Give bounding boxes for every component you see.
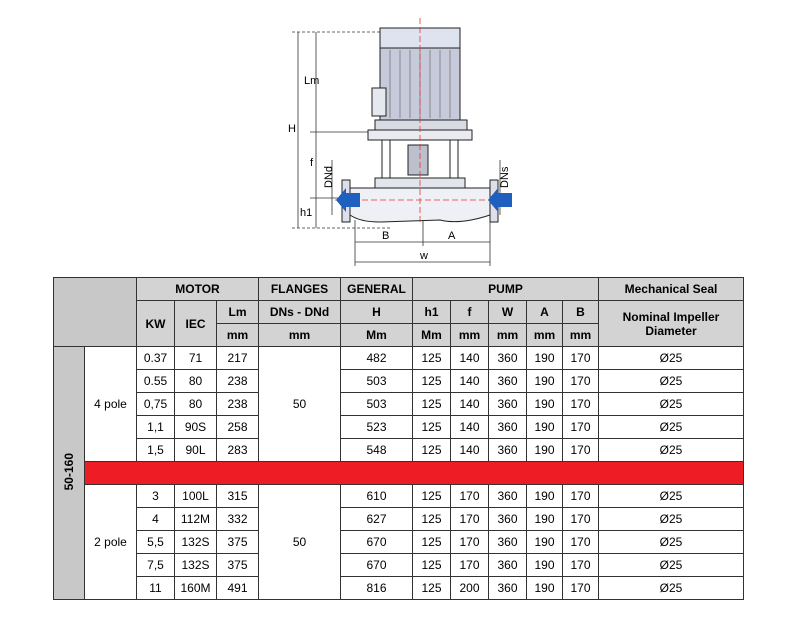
cell-b: 170 — [563, 347, 599, 370]
cell-iec: 71 — [175, 347, 217, 370]
subheader-h: H — [341, 301, 413, 324]
cell-a: 190 — [527, 554, 563, 577]
cell-seal: Ø25 — [599, 370, 744, 393]
unit-flange: mm — [259, 324, 341, 347]
subheader-lm: Lm — [217, 301, 259, 324]
cell-w: 360 — [489, 531, 527, 554]
cell-iec: 132S — [175, 554, 217, 577]
cell-lm: 491 — [217, 577, 259, 600]
cell-seal: Ø25 — [599, 485, 744, 508]
cell-lm: 375 — [217, 554, 259, 577]
cell-kw: 0.55 — [137, 370, 175, 393]
cell-f: 200 — [451, 577, 489, 600]
cell-kw: 4 — [137, 508, 175, 531]
cell-b: 170 — [563, 393, 599, 416]
cell-h1: 125 — [413, 370, 451, 393]
cell-h1: 125 — [413, 485, 451, 508]
cell-seal: Ø25 — [599, 393, 744, 416]
cell-f: 140 — [451, 347, 489, 370]
cell-w: 360 — [489, 347, 527, 370]
cell-lm: 332 — [217, 508, 259, 531]
header-seal: Mechanical Seal — [599, 278, 744, 301]
cell-h: 548 — [341, 439, 413, 462]
cell-h1: 125 — [413, 347, 451, 370]
cell-f: 170 — [451, 531, 489, 554]
cell-a: 190 — [527, 393, 563, 416]
subheader-kw: KW — [137, 301, 175, 347]
cell-h1: 125 — [413, 577, 451, 600]
separator-cell — [85, 462, 744, 485]
cell-h: 610 — [341, 485, 413, 508]
cell-b: 170 — [563, 370, 599, 393]
subheader-a: A — [527, 301, 563, 324]
unit-lm: mm — [217, 324, 259, 347]
cell-kw: 3 — [137, 485, 175, 508]
cell-lm: 375 — [217, 531, 259, 554]
cell-seal: Ø25 — [599, 554, 744, 577]
label-w: w — [420, 250, 428, 262]
cell-iec: 100L — [175, 485, 217, 508]
cell-kw: 0.37 — [137, 347, 175, 370]
table-row — [54, 370, 744, 393]
cell-h: 503 — [341, 393, 413, 416]
table-row — [54, 508, 744, 531]
separator-row — [54, 462, 744, 485]
cell-kw: 5,5 — [137, 531, 175, 554]
cell-h: 503 — [341, 370, 413, 393]
unit-h1: Mm — [413, 324, 451, 347]
table-row — [54, 485, 744, 508]
cell-f: 170 — [451, 485, 489, 508]
subheader-seal: Nominal Impeller Diameter — [599, 301, 744, 347]
cell-lm: 283 — [217, 439, 259, 462]
cell-w: 360 — [489, 554, 527, 577]
cell-flange: 50 — [259, 347, 341, 462]
cell-lm: 238 — [217, 370, 259, 393]
cell-h1: 125 — [413, 508, 451, 531]
subheader-w: W — [489, 301, 527, 324]
cell-a: 190 — [527, 531, 563, 554]
header-general: GENERAL — [341, 278, 413, 301]
cell-seal: Ø25 — [599, 439, 744, 462]
pump-spec-table — [53, 277, 744, 600]
cell-f: 170 — [451, 508, 489, 531]
cell-h: 523 — [341, 416, 413, 439]
cell-kw: 7,5 — [137, 554, 175, 577]
cell-h: 670 — [341, 531, 413, 554]
subheader-iec: IEC — [175, 301, 217, 347]
label-dnd: DNd — [323, 165, 335, 188]
cell-f: 170 — [451, 554, 489, 577]
cell-b: 170 — [563, 439, 599, 462]
table-corner — [54, 278, 137, 347]
cell-h1: 125 — [413, 439, 451, 462]
cell-w: 360 — [489, 577, 527, 600]
cell-iec: 90S — [175, 416, 217, 439]
subheader-dns-dnd: DNs - DNd — [259, 301, 341, 324]
unit-a: mm — [527, 324, 563, 347]
subheader-f: f — [451, 301, 489, 324]
cell-seal: Ø25 — [599, 347, 744, 370]
model-cell — [54, 347, 85, 600]
table-row — [54, 347, 744, 370]
cell-seal: Ø25 — [599, 416, 744, 439]
cell-w: 360 — [489, 416, 527, 439]
cell-seal: Ø25 — [599, 531, 744, 554]
label-f: f — [310, 157, 314, 169]
pump-technical-drawing — [280, 10, 540, 270]
cell-w: 360 — [489, 370, 527, 393]
pole-cell: 2 pole — [85, 485, 137, 600]
pole-cell: 4 pole — [85, 347, 137, 462]
table-body — [54, 347, 744, 600]
model-label: 50-160 — [62, 452, 76, 491]
cell-a: 190 — [527, 370, 563, 393]
table-row — [54, 554, 744, 577]
cell-a: 190 — [527, 485, 563, 508]
cell-iec: 90L — [175, 439, 217, 462]
cell-seal: Ø25 — [599, 577, 744, 600]
cell-w: 360 — [489, 439, 527, 462]
cell-b: 170 — [563, 485, 599, 508]
cell-lm: 315 — [217, 485, 259, 508]
cell-kw: 1,1 — [137, 416, 175, 439]
table-row — [54, 416, 744, 439]
label-dns: DNs — [499, 166, 511, 188]
cell-h: 816 — [341, 577, 413, 600]
cell-iec: 80 — [175, 393, 217, 416]
cell-f: 140 — [451, 393, 489, 416]
header-motor: MOTOR — [137, 278, 259, 301]
cell-h1: 125 — [413, 416, 451, 439]
unit-w: mm — [489, 324, 527, 347]
label-h: H — [288, 123, 296, 135]
cell-h: 627 — [341, 508, 413, 531]
table-row — [54, 577, 744, 600]
unit-h: Mm — [341, 324, 413, 347]
label-b: B — [382, 230, 390, 242]
cell-lm: 258 — [217, 416, 259, 439]
unit-f: mm — [451, 324, 489, 347]
label-h1: h1 — [300, 207, 313, 219]
cell-iec: 160M — [175, 577, 217, 600]
cell-b: 170 — [563, 416, 599, 439]
cell-h: 670 — [341, 554, 413, 577]
table-row — [54, 531, 744, 554]
cell-h: 482 — [341, 347, 413, 370]
cell-a: 190 — [527, 416, 563, 439]
table-row — [54, 439, 744, 462]
cell-seal: Ø25 — [599, 508, 744, 531]
cell-iec: 132S — [175, 531, 217, 554]
header-flanges: FLANGES — [259, 278, 341, 301]
cell-kw: 1,5 — [137, 439, 175, 462]
cell-iec: 112M — [175, 508, 217, 531]
cell-h1: 125 — [413, 393, 451, 416]
cell-w: 360 — [489, 508, 527, 531]
cell-w: 360 — [489, 393, 527, 416]
cell-b: 170 — [563, 554, 599, 577]
cell-lm: 217 — [217, 347, 259, 370]
cell-f: 140 — [451, 370, 489, 393]
cell-a: 190 — [527, 577, 563, 600]
label-a: A — [448, 230, 456, 242]
cell-h1: 125 — [413, 531, 451, 554]
subheader-h1: h1 — [413, 301, 451, 324]
cell-h1: 125 — [413, 554, 451, 577]
header-pump: PUMP — [413, 278, 599, 301]
cell-b: 170 — [563, 531, 599, 554]
cell-kw: 0,75 — [137, 393, 175, 416]
label-lm: Lm — [304, 75, 320, 87]
cell-a: 190 — [527, 439, 563, 462]
unit-b: mm — [563, 324, 599, 347]
cell-a: 190 — [527, 508, 563, 531]
cell-b: 170 — [563, 508, 599, 531]
cell-f: 140 — [451, 439, 489, 462]
cell-lm: 238 — [217, 393, 259, 416]
cell-w: 360 — [489, 485, 527, 508]
cell-kw: 11 — [137, 577, 175, 600]
cell-a: 190 — [527, 347, 563, 370]
cell-b: 170 — [563, 577, 599, 600]
cell-flange: 50 — [259, 485, 341, 600]
cell-iec: 80 — [175, 370, 217, 393]
subheader-b: B — [563, 301, 599, 324]
cell-f: 140 — [451, 416, 489, 439]
table-row — [54, 393, 744, 416]
